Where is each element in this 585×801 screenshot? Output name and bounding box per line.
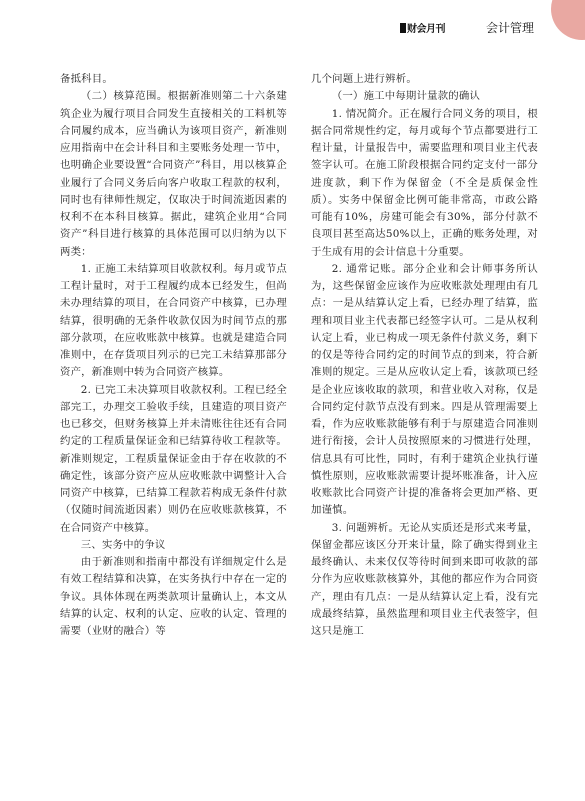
page-header [0, 0, 585, 48]
paragraph: 1. 正施工未结算项目收款权利。每月或节点工程计量时，对于工程履约成本已经发生，但尚未办理结算的项目，在合同资产中核算，已办理结算，很明确的无条件收款仅因为时间节点的那部分款项，在应收账款中核算。也就是建造合同准则中，在存货项目列示的已完工未结算那部分资产，新准则中转为合同资产核算。 [60, 262, 287, 379]
subsection-heading: （一）施工中每期计量款的确认 [331, 90, 481, 103]
corner-decoration [551, 0, 585, 40]
journal-brand: 财会月刊 [400, 20, 445, 35]
paragraph: 1. 情况简介。正在履行合同义务的项目，根据合同常规性约定，每月或每个节点都要进行工程计量，计量报告中，需要监理和项目业主代表签字认可。在施工阶段根据合同约定支付一部分进度款，剩下作为保留金（不全是质保金性质）。实务中保留金比例可能非常高，市政公路可能有10%，房建可能会有30%，部分付款不良项目甚至高达50%以上，正确的账务处理，对于生成有用的会计信息十分重要。 [311, 107, 538, 258]
paragraph: 由于新准则和指南中都没有详细规定什么是有效工程结算和决算，在实务执行中存在一定的争议。具体体现在两类款项计量确认上，本文从结算的认定、权利的认定、应收的认定、管理的需要（业财的融合）等 [60, 556, 287, 637]
section-heading: 三、实务中的争议 [80, 538, 166, 551]
paragraph: 2. 已完工未决算项目收款权利。工程已经全部完工，办理交工验收手续，且建造的项目资产也已移交，但财务核算上并未清账往往还有合同约定的工程质量保证金和已结算待收工程款等。新准则规定，工程质量保证金由于存在收款的不确定性，该部分资产应从应收账款中调整计入合同资产中核算，已结算工程款若构成无条件付款（仅随时间流逝因素）则仍在应收账款核算，不在合同资产中核算。 [60, 383, 287, 534]
right-column [311, 71, 538, 640]
paragraph: 几个问题上进行辨析。 [311, 73, 417, 85]
paragraph: 3. 问题辨析。无论从实质还是形式来考量，保留金都应该区分开来计量，除了确实得到业主最终确认、未来仅仅等待时间到来即可收款的部分作为应收账款核算外，其他的都应作为合同资产，理由有几点：一是从结算认定上看，没有完成最终结算，虽然监理和项目业主代表签字，但这只是施工 [311, 521, 538, 637]
paragraph: 备抵科目。 [60, 73, 113, 85]
section-title: 会计管理 [486, 21, 535, 35]
left-column [60, 71, 287, 640]
paragraph: 2. 通常记账。部分企业和会计师事务所认为，这些保留金应该作为应收账款处理理由有几点：一是从结算认定上看，已经办理了结算，监理和项目业主代表都已经签字认可。二是从权利认定上看，业已构成一项无条件付款义务，剩下的仅是等待合同约定的时间节点的到来，符合新准则的规定。三是从应收认定上看，该款项已经是企业应该收取的款项，和营业收入对称，仅是合同约定付款节点没有到来。四是从管理需要上看，作为应收账款能够有利于与原建造合同准则进行衔接，会计人员按照原来的习惯进行处理，信息具有可比性，同时，有利于建筑企业执行谨慎性原则，应收账款需要计提坏账准备，计入应收账款比合同资产计提的准备将会更加严格、更加谨慎。 [311, 262, 538, 517]
paragraph: （二）核算范围。根据新准则第二十六条建筑企业为履行项目合同发生直接相关的工料机等合同履约成本，应当确认为该项目资产，新准则应用指南中在会计科目和主要账务处理一节中，也明确企业要设置“合同资产”科目，用以核算企业履行了合同义务后向客户收取工程款的权利，同时也有律师性规定，仅取决于时间流逝因素的权利不在本科目核算。据此，建筑企业用“合同资产”科目进行核算的具体范围可以归纳为以下两类： [60, 90, 287, 258]
